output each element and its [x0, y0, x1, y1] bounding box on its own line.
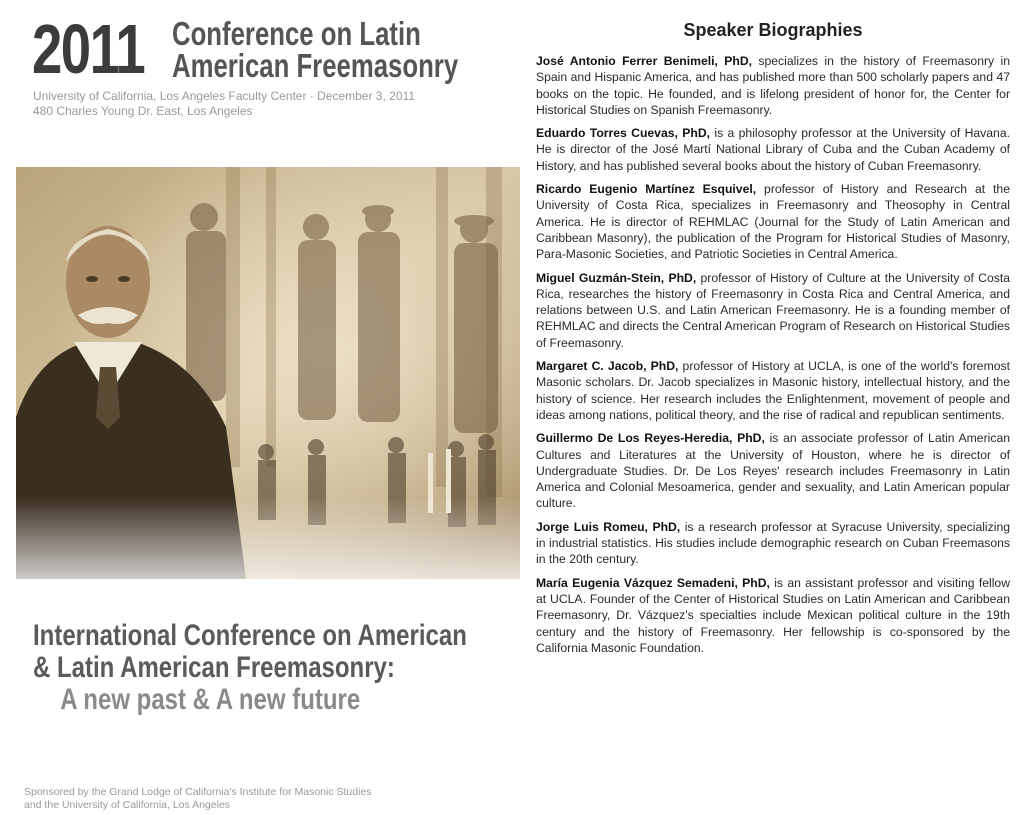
speaker-description: is an assistant professor and visiting fellow at UCLA. Founder of the Center of Historical Studies on Latin American and Caribbean Freemasonry, Dr. Vázquez's specialties include Mexican political culture in the 19th century and the history of Freemasonry. Her fellowship is co-sponsored by the California Masonic Foundation. — [536, 575, 1010, 655]
speaker-bio — [536, 270, 1010, 351]
venue-line1: University of California, Los Angeles Faculty Center · December 3, 2011 — [33, 89, 415, 103]
venue-line2: 480 Charles Young Dr. East, Los Angeles — [33, 104, 253, 118]
bios-heading: Speaker Biographies — [683, 20, 863, 40]
venue-info — [33, 89, 415, 119]
speaker-bio — [536, 519, 1010, 568]
conference-full-title-line1: International Conference on American — [33, 619, 467, 652]
speaker-description: professor of History of Culture at the University of Costa Rica, researches the history of Freemasonry in Costa Rica and Central America, and relations between U.S. and Latin American Freemasonry. He is a founding member of REHMLAC and directs the Central American Program of Research on Historical Studies of Freemasonry. — [536, 270, 1010, 350]
sponsor-note — [24, 786, 504, 812]
speaker-description: professor of History at UCLA, is one of the world's foremost Masonic scholars. Dr. Jacob specializes in Masonic history, intellectual history, and the history of science. Her research includes the Enlightenment, movement of people and ideas among nations, political theory, and the rise of radical and republican sentiments. — [536, 359, 1010, 422]
conference-full-title-line2: & Latin American Freemasonry: — [33, 651, 395, 684]
sponsor-line1: Sponsored by the Grand Lodge of California's Institute for Masonic Studies — [24, 786, 372, 798]
photo-collage-icon — [16, 167, 520, 579]
conference-title-line1: Conference on Latin — [172, 15, 421, 52]
speaker-name: José Antonio Ferrer Benimeli, PhD, — [536, 54, 753, 68]
speaker-description: specializes in the history of Freemasonry in Spain and Hispanic America, and has published more than 500 scholarly papers and 47 books on the topic. He founded, and is lifelong president of honor for, the Center for Historical Studies on Spanish Freemasonry. — [536, 54, 1010, 117]
speaker-bios — [536, 53, 1010, 663]
speaker-name: Miguel Guzmán-Stein, PhD, — [536, 270, 697, 285]
speaker-name: Jorge Luis Romeu, PhD, — [536, 519, 681, 534]
speaker-description: is a research professor at Syracuse University, specializing in industrial statistics. His studies include demographic research on Cuban Freemasons in the 20th century. — [536, 519, 1010, 567]
speaker-bio — [536, 430, 1010, 511]
speaker-name: Guillermo De Los Reyes-Heredia, PhD, — [536, 431, 765, 446]
speaker-description: professor of History and Research at the University of Costa Rica, specializes in Freemasonry and Theosophy in Central America. He is director of REHMLAC (Journal for the Study of Latin American and Caribbean Masonry), the publication of the Program for Historical Studies of Masonry, Para-Masonic Societies, and Patriotic Societies in Central America. — [536, 182, 1010, 262]
conference-title-line2: American Freemasonry — [172, 47, 459, 84]
speaker-bio — [536, 181, 1010, 262]
sepia-photo-collage — [16, 167, 520, 579]
speaker-bio — [536, 125, 1010, 174]
speaker-bio — [536, 358, 1010, 423]
speaker-name: María Eugenia Vázquez Semadeni, PhD, — [536, 575, 770, 590]
speaker-name: Eduardo Torres Cuevas, PhD, — [536, 126, 711, 141]
conference-title — [172, 15, 459, 84]
speaker-name: Margaret C. Jacob, PhD, — [536, 359, 679, 374]
speaker-name: Ricardo Eugenio Martínez Esquivel, — [536, 182, 757, 197]
speaker-bio — [536, 575, 1010, 656]
conference-year: 2011 — [32, 10, 145, 88]
speaker-bio — [536, 53, 1010, 118]
sponsor-line2: and the University of California, Los Angeles — [24, 799, 231, 811]
conference-subtitle: A new past & A new future — [60, 683, 361, 716]
speaker-description: is a philosophy professor at the University of Havana. He is director of the José Martí National Library of Cuba and the Cuban Academy of History, and has published several books about the history of Cuban Freemasonry. — [536, 126, 1010, 173]
conference-full-title — [33, 620, 467, 716]
speaker-description: is an associate professor of Latin American Cultures and Literatures at the University of Houston, where he is director of Undergraduate Studies. Dr. De Los Reyes' research includes Freemasonry in Latin America and Colonial Mesoamerica, gender and sexuality, and Latin American popular culture. — [536, 431, 1010, 511]
